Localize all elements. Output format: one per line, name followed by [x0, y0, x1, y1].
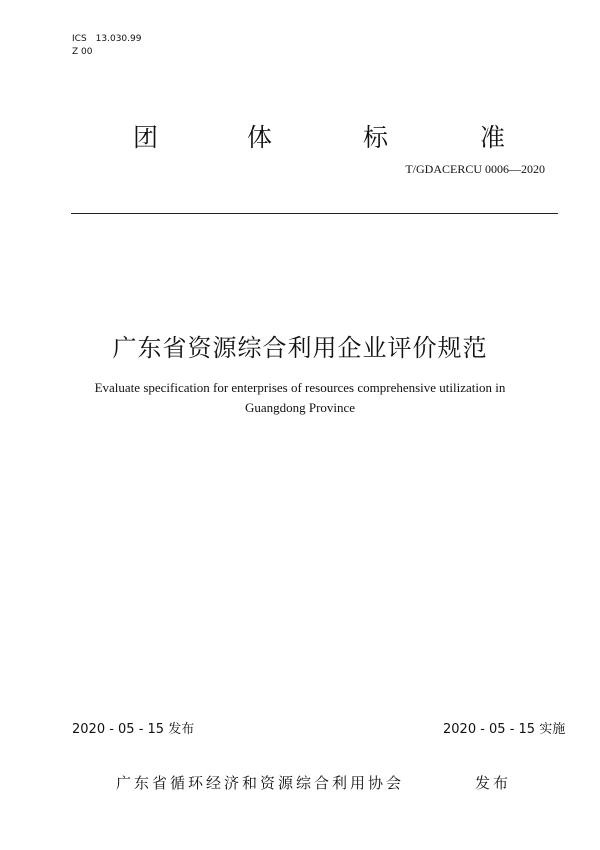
divider	[71, 213, 558, 214]
publish-date: 2020 - 05 - 15 发布	[72, 722, 195, 737]
title-chinese: 广东省资源综合利用企业评价规范	[112, 334, 488, 362]
standard-code: T/GDACERCU 0006—2020	[405, 162, 545, 176]
title-english-line: Guangdong Province	[244, 400, 356, 415]
issuing-organization: 广东省循环经济和资源综合利用协会	[116, 774, 405, 792]
standard-type-char: 团	[133, 123, 159, 152]
title-english	[0, 378, 600, 418]
standard-type-char: 准	[480, 123, 506, 152]
publish-label: 发布	[475, 774, 512, 792]
implement-date: 2020 - 05 - 15 实施	[443, 722, 566, 737]
title-english-line: Evaluate specification for enterprises of resources comprehensive utilization in	[94, 380, 506, 395]
standard-type-char: 体	[247, 123, 273, 152]
ics-code: ICS 13.030.99	[72, 34, 142, 44]
ccs-code: Z 00	[72, 47, 93, 57]
standard-type-char: 标	[363, 123, 389, 152]
